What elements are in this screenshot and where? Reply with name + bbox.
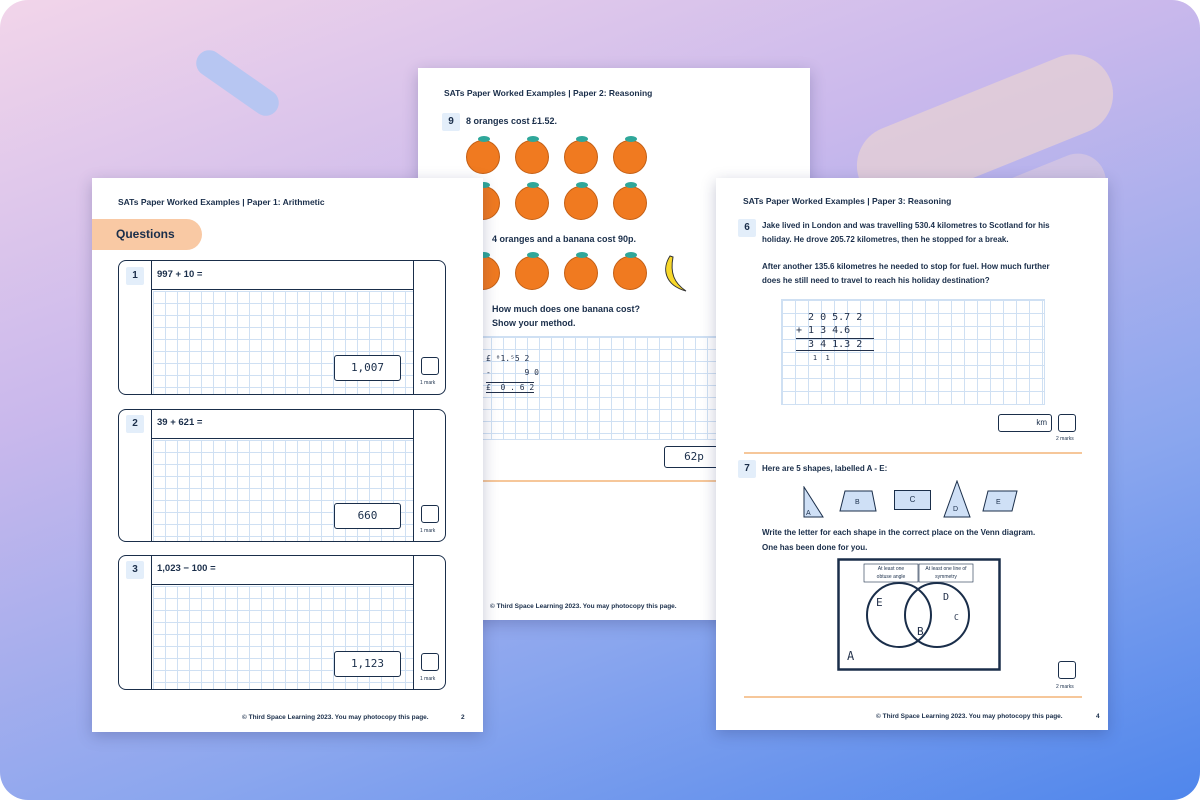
marks-label: 2 marks: [1056, 684, 1074, 690]
page-header: SATs Paper Worked Examples | Paper 3: Reasoning: [743, 196, 952, 206]
question-number: 2: [126, 415, 144, 433]
shape-label: C: [909, 495, 916, 504]
page-header: SATs Paper Worked Examples | Paper 1: Arithmetic: [118, 197, 325, 207]
orange-image: [613, 186, 647, 220]
question-text: 1,023 − 100 =: [157, 563, 216, 574]
page-header: SATs Paper Worked Examples | Paper 2: Reasoning: [444, 88, 653, 98]
shape-c: [894, 490, 931, 510]
worksheet-page-3: [716, 178, 1108, 730]
question-number: 6: [738, 219, 756, 237]
marks-label: 1 mark: [420, 676, 436, 682]
page-number: 4: [1096, 713, 1100, 720]
svg-text:D: D: [953, 506, 959, 513]
handwritten-working: - 9 0: [486, 368, 539, 377]
handwritten-working: 3 4 1.3 2: [796, 338, 874, 351]
question-number: 1: [126, 267, 144, 285]
orange-image: [515, 186, 549, 220]
question-text: Here are 5 shapes, labelled A - E:: [762, 464, 888, 473]
marks-label: 1 mark: [420, 380, 436, 386]
question-text: One has been done for you.: [762, 543, 868, 552]
decor-pill: [191, 45, 284, 121]
answer-box[interactable]: 62p: [664, 446, 724, 468]
question-text: 997 + 10 =: [157, 269, 203, 280]
banana-image: [660, 253, 690, 293]
question-text: How much does one banana cost?: [492, 304, 641, 314]
handwritten-working: 1 1: [796, 354, 830, 362]
venn-diagram: [837, 558, 1001, 671]
svg-text:E: E: [996, 499, 1001, 506]
question-text: 4 oranges and a banana cost 90p.: [492, 234, 637, 244]
divider: [744, 696, 1082, 698]
question-text: 8 oranges cost £1.52.: [466, 116, 558, 126]
question-text: After another 135.6 kilometres he needed to stop for fuel. How much further: [762, 262, 1050, 271]
question-text: Jake lived in London and was travelling 530.4 kilometres to Scotland for his: [762, 221, 1050, 230]
shape-d: [943, 480, 971, 518]
orange-image: [564, 140, 598, 174]
divider: [744, 452, 1082, 454]
shape-a: [802, 486, 824, 518]
venn-entry: B: [917, 625, 924, 638]
mark-box[interactable]: [1058, 414, 1076, 432]
section-label: Questions: [92, 219, 202, 250]
answer-box[interactable]: [998, 414, 1052, 432]
page-number: 2: [461, 714, 465, 721]
answer-box[interactable]: 1,123: [334, 651, 401, 677]
venn-entry: A: [847, 649, 855, 663]
orange-image: [613, 140, 647, 174]
handwritten-working: £ 0 . 6 2: [486, 383, 535, 392]
question-text: holiday. He drove 205.72 kilometres, then he stopped for a break.: [762, 235, 1009, 244]
answer-box[interactable]: 1,007: [334, 355, 401, 381]
question-text: 39 + 621 =: [157, 417, 203, 428]
mark-box[interactable]: [421, 653, 439, 671]
question-box: [118, 409, 446, 542]
page-footer: © Third Space Learning 2023. You may photocopy this page.: [490, 603, 677, 610]
venn-entry: C: [954, 613, 959, 622]
svg-text:B: B: [855, 499, 860, 506]
shape-b: [839, 490, 877, 512]
question-text: Show your method.: [492, 318, 576, 328]
page-footer: © Third Space Learning 2023. You may photocopy this page.: [876, 713, 1063, 720]
question-number: 3: [126, 561, 144, 579]
marks-label: 1 mark: [420, 528, 436, 534]
unit-label: km: [1036, 418, 1047, 427]
question-number: 9: [442, 113, 460, 131]
shape-e: [982, 490, 1018, 512]
mark-box[interactable]: [421, 357, 439, 375]
question-text: does he still need to travel to reach his holiday destination?: [762, 276, 990, 285]
orange-image: [466, 140, 500, 174]
page-footer: © Third Space Learning 2023. You may photocopy this page.: [242, 714, 429, 721]
orange-image: [564, 256, 598, 290]
handwritten-working: £ ⁰1.⁵5 2: [486, 354, 530, 363]
mark-box[interactable]: [421, 505, 439, 523]
venn-label-left: At least one obtuse angle: [876, 566, 906, 580]
marks-label: 2 marks: [1056, 436, 1074, 442]
question-number: 7: [738, 460, 756, 478]
venn-label-right: At least one line of symmetry: [925, 566, 967, 580]
orange-image: [613, 256, 647, 290]
orange-image: [515, 140, 549, 174]
answer-box[interactable]: 660: [334, 503, 401, 529]
mark-box[interactable]: [1058, 661, 1076, 679]
handwritten-working: 2 0 5.7 2: [796, 312, 863, 323]
question-text: Write the letter for each shape in the correct place on the Venn diagram.: [762, 528, 1036, 537]
venn-entry: D: [943, 592, 950, 603]
handwritten-working: + 1 3 4.6: [796, 325, 851, 336]
question-box: [118, 555, 446, 690]
question-box: [118, 260, 446, 395]
orange-image: [564, 186, 598, 220]
worksheet-page-1: [92, 178, 483, 732]
venn-entry: E: [876, 596, 883, 609]
orange-image: [515, 256, 549, 290]
svg-text:A: A: [806, 510, 811, 517]
